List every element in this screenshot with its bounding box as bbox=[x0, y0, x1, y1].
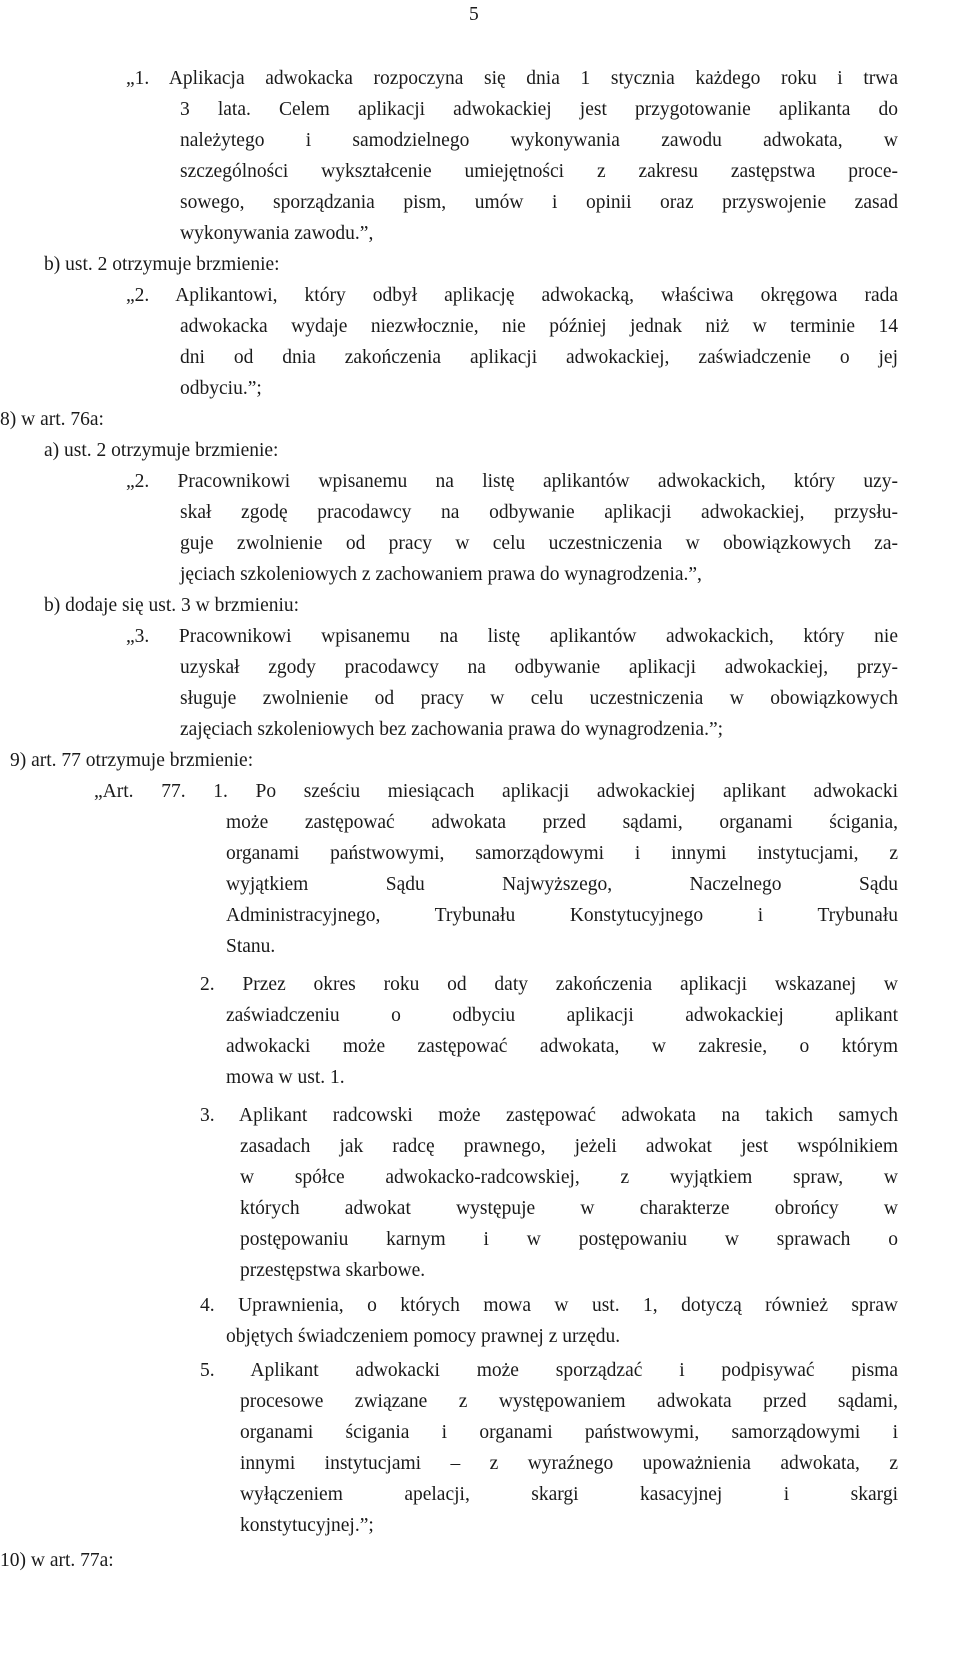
text-line: należytego i samodzielnego wykonywania zawodu adwokata, w bbox=[180, 130, 898, 151]
text-line: Stanu. bbox=[226, 936, 276, 957]
text-line: „1. Aplikacja adwokacka rozpoczyna się dnia 1 stycznia każdego roku i trwa bbox=[126, 68, 898, 89]
point-10: 10) w art. 77a: bbox=[0, 1550, 114, 1571]
text-line: „3. Pracownikowi wpisanemu na listę aplikantów adwokackich, który nie bbox=[126, 626, 898, 647]
text-line: skał zgodę pracodawcy na odbywanie aplikacji adwokackiej, przysłu- bbox=[180, 502, 898, 523]
text-line: sługuje zwolnienie od pracy w celu uczestniczenia w obowiązkowych bbox=[180, 688, 898, 709]
text-line: 3. Aplikant radcowski może zastępować adwokata na takich samych bbox=[200, 1105, 898, 1126]
point-9: 9) art. 77 otrzymuje brzmienie: bbox=[10, 750, 254, 771]
text-line: wyłączeniem apelacji, skargi kasacyjnej i skargi bbox=[240, 1484, 898, 1505]
text-line: „Art. 77. 1. Po sześciu miesiącach aplikacji adwokackiej aplikant adwokacki bbox=[94, 781, 898, 802]
text-line: wykonywania zawodu.”, bbox=[180, 223, 374, 244]
text-line: jęciach szkoleniowych z zachowaniem prawa do wynagrodzenia.”, bbox=[180, 564, 702, 585]
text-line: 4. Uprawnienia, o których mowa w ust. 1, dotyczą również spraw bbox=[200, 1295, 898, 1316]
text-line: 2. Przez okres roku od daty zakończenia aplikacji wskazanej w bbox=[200, 974, 898, 995]
text-line: mowa w ust. 1. bbox=[226, 1067, 345, 1088]
text-line: dni od dnia zakończenia aplikacji adwokackiej, zaświadczenie o jej bbox=[180, 347, 898, 368]
text-line: organami państwowymi, samorządowymi i innymi instytucjami, z bbox=[226, 843, 898, 864]
list-item-b: b) ust. 2 otrzymuje brzmienie: bbox=[44, 254, 280, 275]
page-number: 5 bbox=[469, 4, 479, 25]
text-line: guje zwolnienie od pracy w celu uczestniczenia w obowiązkowych za- bbox=[180, 533, 898, 554]
text-line: 5. Aplikant adwokacki może sporządzać i podpisywać pisma bbox=[200, 1360, 898, 1381]
text-line: których adwokat występuje w charakterze obrońcy w bbox=[240, 1198, 898, 1219]
text-line: adwokacka wydaje niezwłocznie, nie później jednak niż w terminie 14 bbox=[180, 316, 898, 337]
text-line: innymi instytucjami – z wyraźnego upoważnienia adwokata, z bbox=[240, 1453, 898, 1474]
text-line: zaświadczeniu o odbyciu aplikacji adwokackiej aplikant bbox=[226, 1005, 898, 1026]
text-line: szczególności wykształcenie umiejętności z zakresu zastępstwa proce- bbox=[180, 161, 898, 182]
text-line: sowego, sporządzania pism, umów i opinii oraz przyswojenie zasad bbox=[180, 192, 898, 213]
text-line: zajęciach szkoleniowych bez zachowania prawa do wynagrodzenia.”; bbox=[180, 719, 724, 740]
text-line: objętych świadczeniem pomocy prawnej z urzędu. bbox=[226, 1326, 621, 1347]
text-line: Administracyjnego, Trybunału Konstytucyjnego i Trybunału bbox=[226, 905, 898, 926]
text-line: 3 lata. Celem aplikacji adwokackiej jest przygotowanie aplikanta do bbox=[180, 99, 898, 120]
text-line: wyjątkiem Sądu Najwyższego, Naczelnego Sądu bbox=[226, 874, 898, 895]
list-item-b: b) dodaje się ust. 3 w brzmieniu: bbox=[44, 595, 300, 616]
text-line: procesowe związane z występowaniem adwokata przed sądami, bbox=[240, 1391, 898, 1412]
text-line: odbyciu.”; bbox=[180, 378, 262, 399]
text-line: może zastępować adwokata przed sądami, organami ścigania, bbox=[226, 812, 898, 833]
text-line: w spółce adwokacko-radcowskiej, z wyjątkiem spraw, w bbox=[240, 1167, 898, 1188]
text-line: zasadach jak radcę prawnego, jeżeli adwokat jest wspólnikiem bbox=[240, 1136, 898, 1157]
text-line: postępowaniu karnym i w postępowaniu w sprawach o bbox=[240, 1229, 898, 1250]
text-line: adwokacki może zastępować adwokata, w zakresie, o którym bbox=[226, 1036, 898, 1057]
text-line: „2. Pracownikowi wpisanemu na listę aplikantów adwokackich, który uzy- bbox=[126, 471, 898, 492]
text-line: organami ścigania i organami państwowymi, samorządowymi i bbox=[240, 1422, 898, 1443]
list-item-a: a) ust. 2 otrzymuje brzmienie: bbox=[44, 440, 279, 461]
text-line: „2. Aplikantowi, który odbył aplikację adwokacką, właściwa okręgowa rada bbox=[126, 285, 898, 306]
text-line: konstytucyjnej.”; bbox=[240, 1515, 374, 1536]
point-8: 8) w art. 76a: bbox=[0, 409, 104, 430]
text-line: przestępstwa skarbowe. bbox=[240, 1260, 426, 1281]
text-line: uzyskał zgody pracodawcy na odbywanie aplikacji adwokackiej, przy- bbox=[180, 657, 898, 678]
